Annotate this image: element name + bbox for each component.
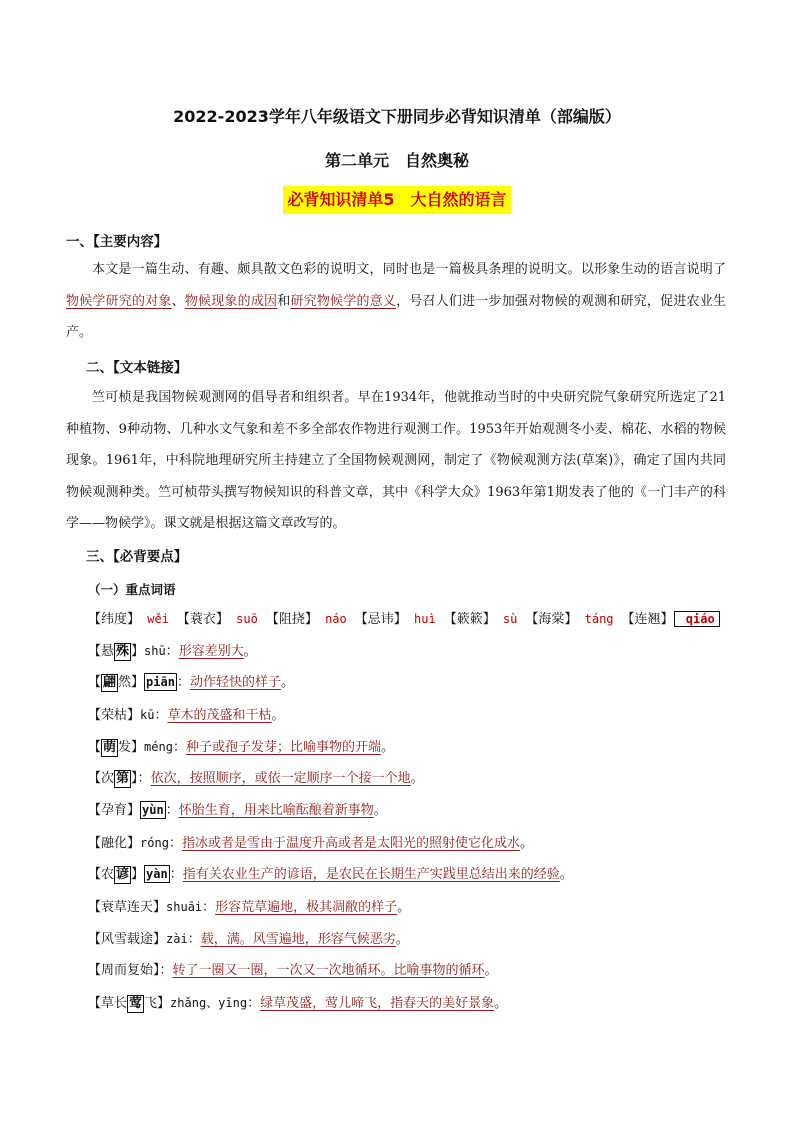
section-heading-main-content: 一、【主要内容】 bbox=[66, 234, 168, 250]
separator: ： bbox=[172, 740, 186, 755]
text-span: ，号召人们进一步加强对物候的观测和研究，促进农业生产。 bbox=[66, 293, 726, 340]
text-span: 、 bbox=[171, 293, 185, 309]
vocab-word: 【海棠】 bbox=[525, 612, 578, 627]
vocab-word: 然】 bbox=[118, 675, 145, 690]
text-span: 本文是一篇生动、有趣、颇具散文色彩的说明文，同时也是一篇极具条理的说明文。以形象生动的语言说明了 bbox=[92, 262, 726, 277]
key-phrase: 物候学研究的对象 bbox=[66, 293, 172, 309]
separator: ： bbox=[159, 963, 173, 978]
vocab-pinyin: zài bbox=[166, 932, 188, 946]
vocab-entry bbox=[88, 929, 409, 950]
punctuation: 。 bbox=[380, 740, 394, 755]
separator: ： bbox=[187, 932, 201, 947]
boxed-character: 莺 bbox=[129, 996, 143, 1011]
vocab-word: 【 bbox=[88, 675, 102, 690]
section-heading-key-points: 三、【必背要点】 bbox=[86, 549, 188, 565]
vocab-word: 【簌簌】 bbox=[443, 612, 496, 627]
punctuation: 。 bbox=[271, 708, 285, 723]
separator: ： bbox=[169, 867, 183, 882]
vocab-pinyin: sù bbox=[495, 612, 518, 626]
vocab-pinyin: wěi bbox=[140, 612, 169, 626]
vocab-pinyin: shuāi bbox=[166, 900, 203, 914]
text-span: 和 bbox=[277, 293, 291, 309]
vocab-word: 【次 bbox=[88, 771, 115, 786]
punctuation: 。 bbox=[484, 963, 498, 978]
vocab-definition: 绿草茂盛，莺儿啼飞，指春天的美好景象 bbox=[260, 996, 495, 1011]
vocab-word: 【连翘】 bbox=[621, 612, 674, 627]
boxed-character: 殊 bbox=[116, 644, 130, 659]
vocab-word: 【忌讳】 bbox=[354, 612, 407, 627]
list-title: 必背知识清单5 大自然的语言 bbox=[283, 186, 510, 214]
vocab-word: 【蓑衣】 bbox=[176, 612, 229, 627]
vocab-pinyin: táng bbox=[577, 612, 614, 626]
vocab-pinyin: shū bbox=[144, 644, 166, 658]
vocab-pinyin: qiáo bbox=[674, 611, 720, 627]
punctuation: 。 bbox=[395, 932, 409, 947]
main-content-paragraph bbox=[66, 254, 726, 349]
vocab-word: 【草长 bbox=[88, 996, 128, 1011]
vocab-word: 】 bbox=[131, 771, 138, 786]
vocab-word: 【阻挠】 bbox=[265, 612, 318, 627]
vocab-entry bbox=[88, 641, 257, 662]
boxed-pinyin: piān bbox=[146, 675, 175, 689]
boxed-pinyin: yùn bbox=[142, 803, 164, 817]
separator: ： bbox=[176, 675, 190, 690]
vocab-definition: 种子或孢子发芽；比喻事物的开端 bbox=[185, 740, 381, 755]
vocab-entry bbox=[88, 737, 394, 758]
vocab-pinyin: zhǎng、yīng bbox=[170, 996, 248, 1010]
separator: ： bbox=[154, 708, 168, 723]
vocab-word: 飞】 bbox=[144, 996, 171, 1011]
vocab-entry bbox=[88, 865, 573, 885]
separator: ： bbox=[137, 771, 151, 786]
vocab-entry bbox=[88, 833, 533, 854]
vocab-pinyin: huì bbox=[406, 612, 436, 626]
punctuation: 。 bbox=[243, 644, 257, 659]
vocab-pinyin: suō bbox=[228, 612, 258, 626]
punctuation: 。 bbox=[559, 867, 573, 882]
separator: ： bbox=[165, 644, 179, 659]
punctuation: 。 bbox=[373, 803, 387, 818]
vocab-pinyin: kū bbox=[140, 708, 155, 722]
vocab-definition: 依次，按照顺序，或依一定顺序一个接一个地 bbox=[150, 771, 411, 786]
vocab-word: 【孕育】 bbox=[88, 803, 141, 818]
punctuation: 。 bbox=[280, 675, 294, 690]
boxed-character: 萌 bbox=[103, 740, 117, 755]
vocab-definition: 指冰或者是雪由于温度升高或者是太阳光的照射使它化成水 bbox=[181, 836, 520, 851]
vocab-word: 【荣枯】 bbox=[88, 708, 141, 723]
separator: ： bbox=[202, 900, 216, 915]
separator: ： bbox=[168, 836, 182, 851]
document-title: 2022-2023学年八年级语文下册同步必背知识清单（部编版） bbox=[173, 107, 621, 126]
vocab-entry bbox=[88, 705, 285, 726]
separator: ： bbox=[247, 996, 261, 1011]
vocab-word: 【衰草连天】 bbox=[88, 900, 167, 915]
vocab-word: 【农 bbox=[88, 867, 115, 882]
boxed-character: 谚 bbox=[116, 867, 130, 882]
vocab-definition: 怀胎生育，用来比喻酝酿着新事物 bbox=[178, 803, 374, 818]
vocab-word: 发】 bbox=[118, 740, 145, 755]
unit-title: 第二单元 自然奥秘 bbox=[324, 151, 469, 170]
boxed-character: 翩 bbox=[103, 675, 117, 690]
punctuation: 。 bbox=[410, 771, 424, 786]
vocab-pinyin: róng bbox=[140, 836, 169, 850]
key-phrase: 研究物候学的意义 bbox=[290, 293, 397, 309]
text-link-paragraph: 竺可桢是我国物候观测网的倡导者和组织者。早在1934年，他就推动当时的中央研究院气象研究所选定了21种植物、9种动物、几种水文气象和差不多全部农作物进行观测工作。1953年开始观测冬小麦、棉花、水稻的物候现象。1961年，中科院地理研究所主持建立了全国物候观测网，制定了《物候观测方法(草案)》，确定了国内共同物候观测种类。竺可桢带头撰写物候知识的科普文章，其中《科学大众》1963年第1期发表了他的《一门丰产的科学——物候学》。课文就是根据这篇文章改写的。 bbox=[66, 390, 726, 531]
separator: ： bbox=[165, 803, 179, 818]
vocab-definition: 草木的茂盛和干枯 bbox=[167, 708, 272, 723]
punctuation: 。 bbox=[494, 996, 508, 1011]
vocab-entry bbox=[88, 673, 294, 693]
key-phrase: 物候现象的成因 bbox=[184, 293, 278, 309]
vocab-word: 【融化】 bbox=[88, 836, 141, 851]
vocab-word: 【悬 bbox=[88, 644, 115, 659]
vocab-word: 【 bbox=[88, 740, 102, 755]
vocab-pinyin: náo bbox=[317, 612, 347, 626]
boxed-character: 第 bbox=[116, 771, 130, 786]
vocab-word: 【周而复始】 bbox=[88, 963, 160, 978]
vocab-definition: 形容差别大 bbox=[178, 644, 244, 659]
punctuation: 。 bbox=[519, 836, 533, 851]
vocab-definition: 形容荒草遍地，极其凋敝的样子 bbox=[215, 900, 398, 915]
vocab-entry bbox=[88, 801, 387, 821]
pinyin-row bbox=[88, 609, 720, 630]
vocab-word: 【风雪载途】 bbox=[88, 932, 167, 947]
boxed-pinyin: yàn bbox=[146, 867, 168, 881]
vocab-word: 【纬度】 bbox=[88, 612, 141, 627]
vocab-entry bbox=[88, 769, 424, 789]
vocab-word: 】 bbox=[131, 644, 145, 659]
vocab-definition: 转了一圈又一圈，一次又一次地循环。比喻事物的循环 bbox=[172, 963, 485, 978]
vocab-entry bbox=[88, 961, 498, 981]
subheading-key-words: （一）重点词语 bbox=[88, 582, 176, 597]
section-heading-text-link: 二、【文本链接】 bbox=[86, 360, 188, 376]
vocab-entry bbox=[88, 993, 507, 1014]
vocab-definition: 动作轻快的样子 bbox=[189, 675, 281, 690]
vocab-entry bbox=[88, 897, 410, 918]
vocab-definition: 载，满。风雪遍地，形容气候恶劣 bbox=[200, 932, 396, 947]
punctuation: 。 bbox=[397, 900, 411, 915]
vocab-word: 】 bbox=[131, 867, 145, 882]
vocab-pinyin: méng bbox=[144, 740, 173, 754]
vocab-definition: 指有关农业生产的谚语，是农民在长期生产实践里总结出来的经验 bbox=[182, 867, 560, 882]
